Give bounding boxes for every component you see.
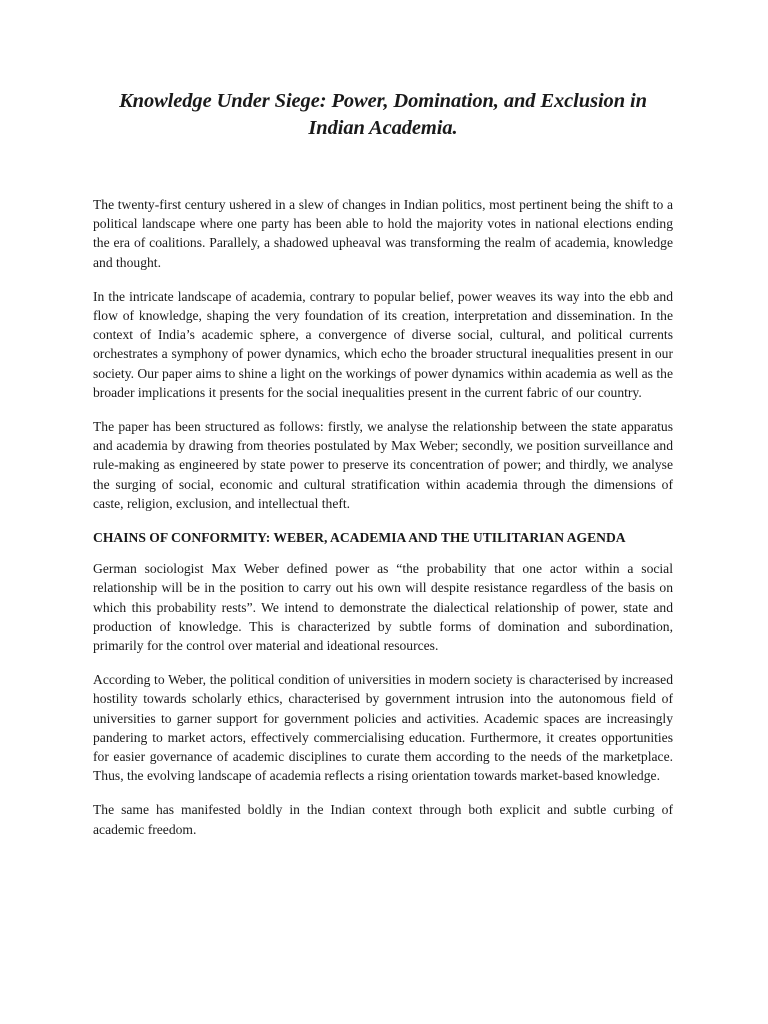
section-paragraph-3: The same has manifested boldly in the Indian context through both explicit and subtle curbing of academic freedom. [93,802,673,837]
intro-paragraph-1: The twenty-first century ushered in a slew of changes in Indian politics, most pertinent being the shift to a political landscape where one party has been able to hold the majority votes in national elections ending the era of coalitions. Parallely, a shadowed upheaval was transforming the realm of academia, knowledge and thought. [93,197,673,270]
section-heading: CHAINS OF CONFORMITY: WEBER, ACADEMIA AND THE UTILITARIAN AGENDA [93,530,626,546]
intro-paragraph-2: In the intricate landscape of academia, contrary to popular belief, power weaves its way into the ebb and flow of knowledge, shaping the very foundation of its creation, interpretation and dissemination. In the context of India’s academic sphere, a convergence of diverse social, cultural, and political currents orchestrates a symphony of power dynamics, which echo the broader structural inequalities present in our society. Our paper aims to shine a light on the workings of power dynamics within academia as well as the broader implications it presents for the social inequalities present in the current fabric of our country. [93,288,673,400]
section-paragraph-1: German sociologist Max Weber defined power as “the probability that one actor within a social relationship will be in the position to carry out his own will despite resistance regardless of the basis on which this probability rests”. We intend to demonstrate the dialectical relationship of power, state and production of knowledge. This is characterized by subtle forms of domination and subordination, primarily for the control over material and ideational resources. [93,561,673,654]
section-paragraph-2: According to Weber, the political condition of universities in modern society is characterised by increased hostility towards scholarly ethics, characterised by government intrusion into the autonomous field of universities to garner support for government policies and activities. Academic spaces are increasingly pandering to market actors, effectively commercialising education. Furthermore, it creates opportunities for easier governance of academic disciplines to curate them according to the needs of the marketplace. Thus, the evolving landscape of academia reflects a rising orientation towards market-based knowledge. [93,672,673,784]
document-title: Knowledge Under Siege: Power, Domination, and Exclusion in Indian Academia. [119,90,647,139]
intro-paragraph-3: The paper has been structured as follows: firstly, we analyse the relationship between the state apparatus and academia by drawing from theories postulated by Max Weber; secondly, we position surveillance and rule-making as engineered by state power to preserve its concentration of power; and thirdly, we analyse the surging of social, economic and cultural stratification within academia through the dimensions of caste, religion, exclusion, and intellectual theft. [93,419,673,511]
document-page [93,88,673,854]
